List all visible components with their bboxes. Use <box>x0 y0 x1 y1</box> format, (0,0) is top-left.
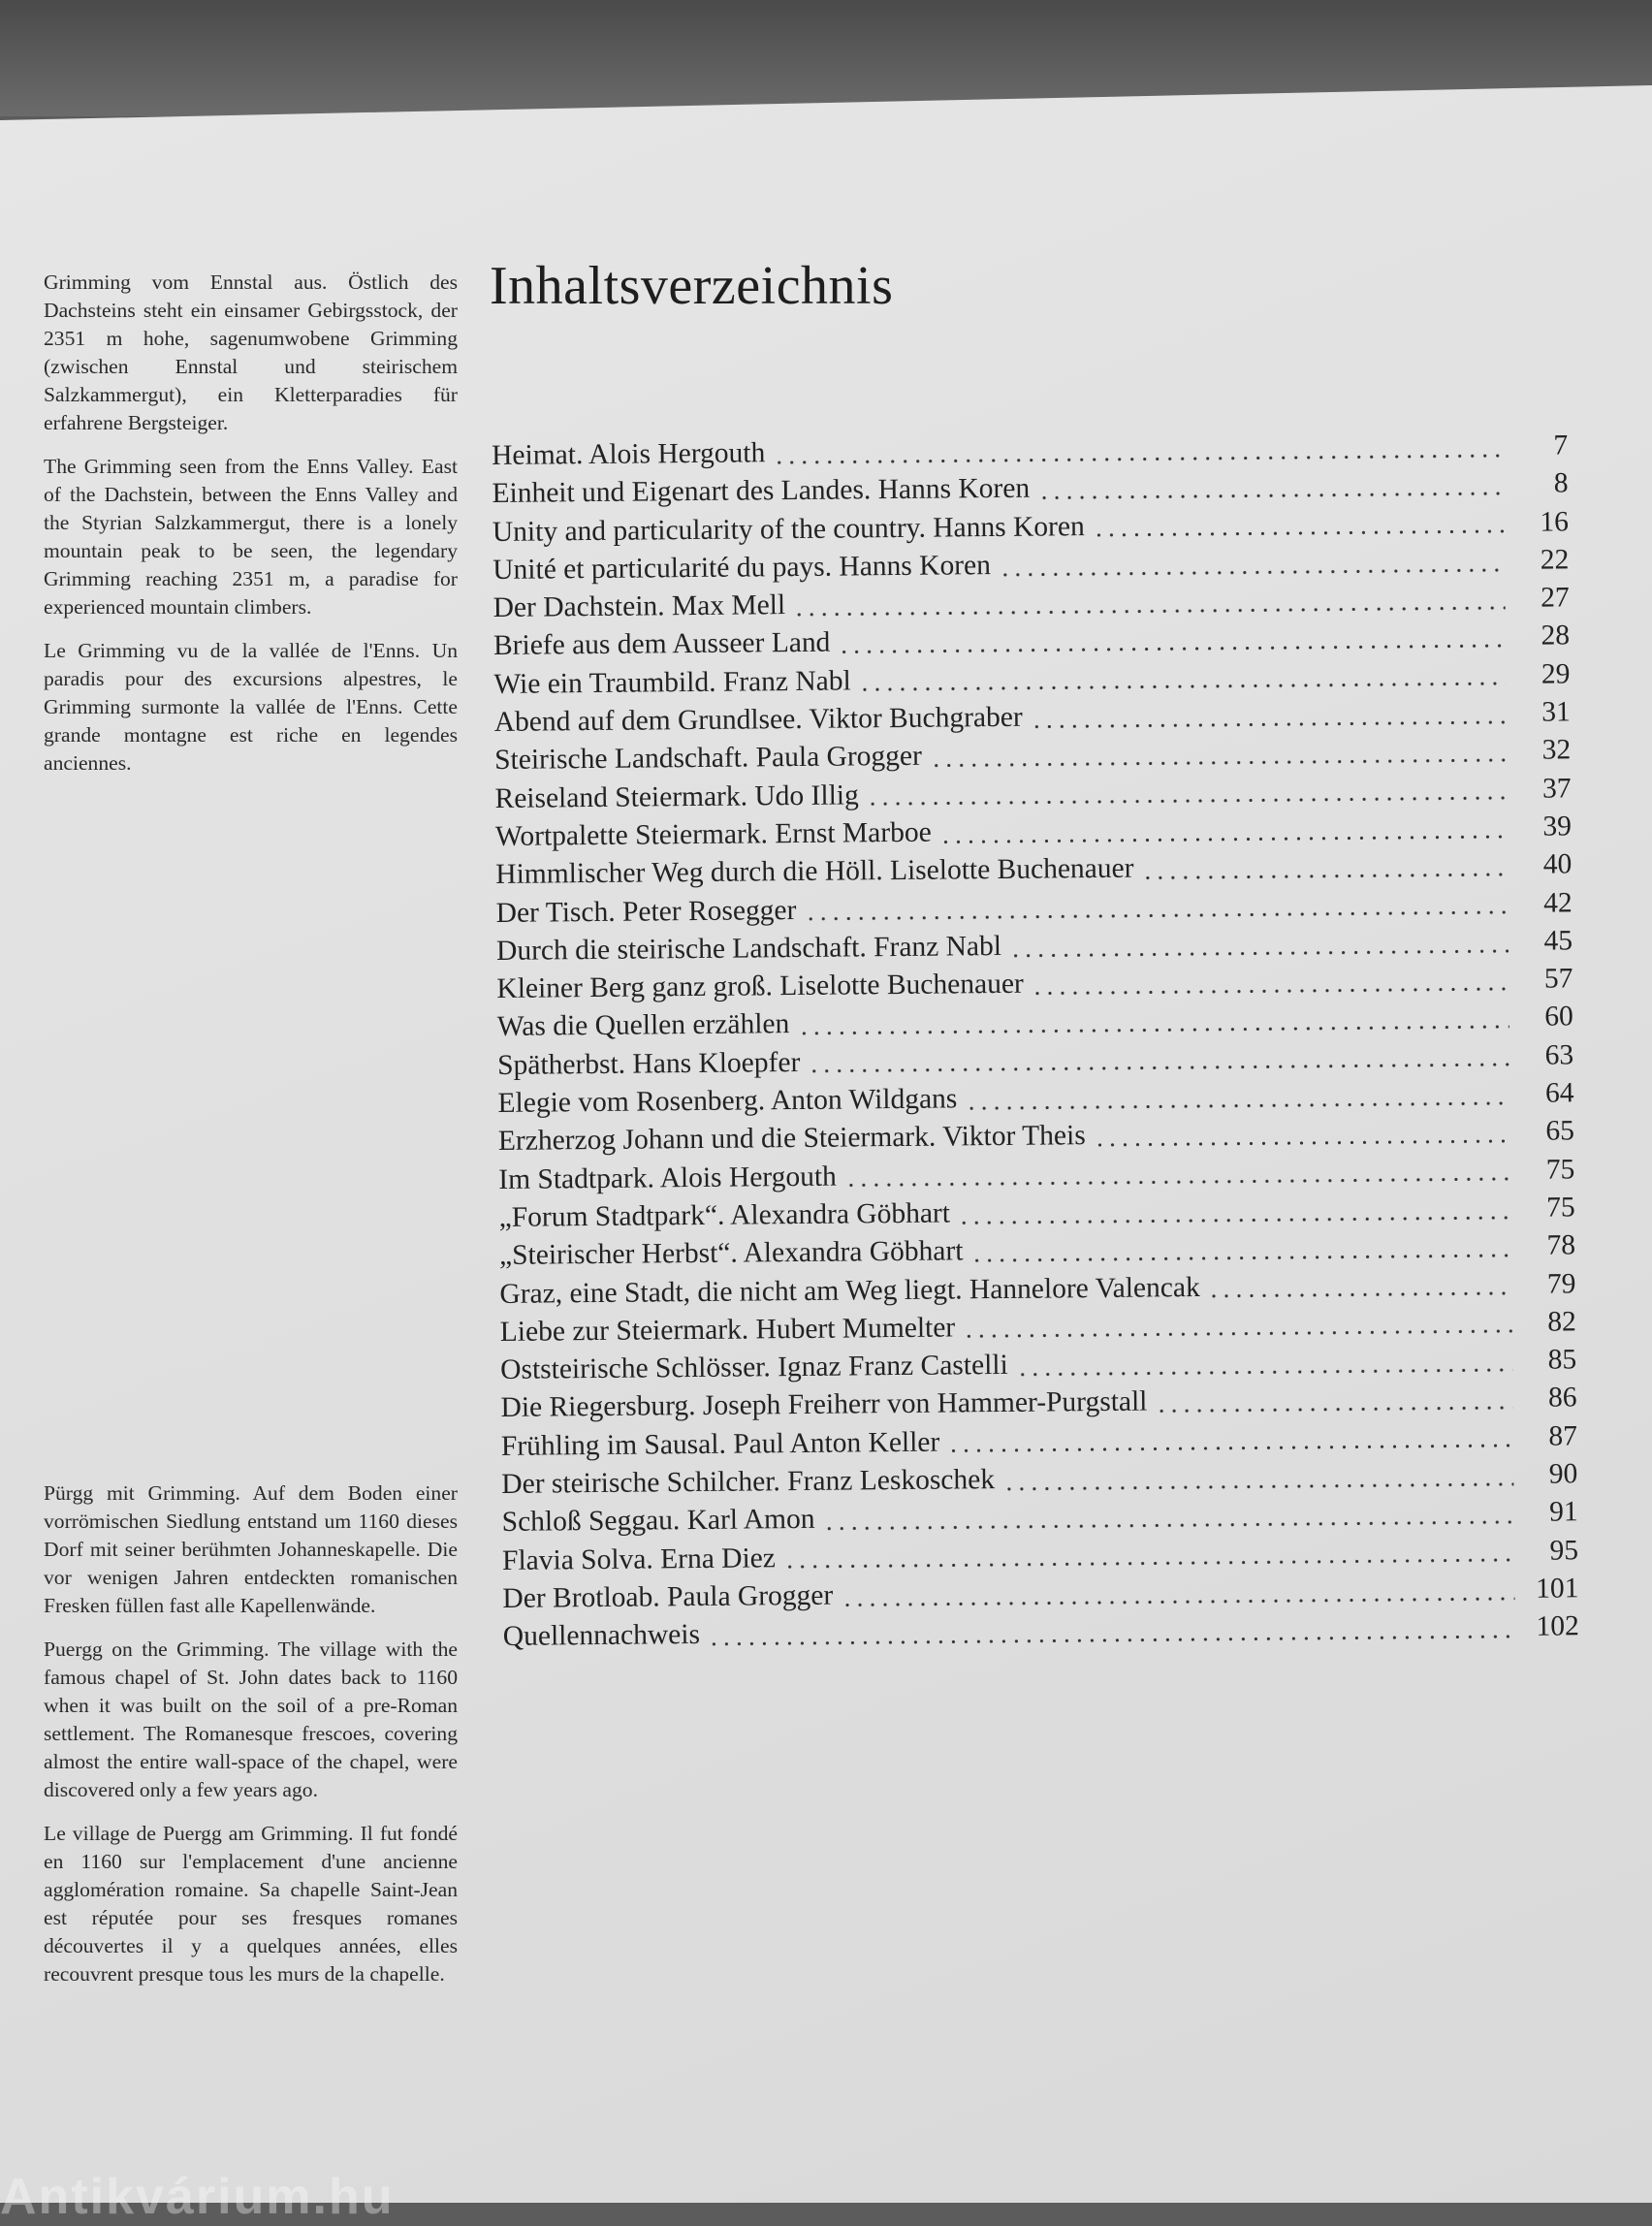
dot-leader <box>1002 1480 1513 1493</box>
toc-entry-page: 102 <box>1536 1610 1579 1642</box>
toc-entry-page: 8 <box>1553 467 1569 499</box>
toc-entry-title: Unity and particularity of the country. Hanns Koren <box>492 510 1085 548</box>
toc-entry-page: 79 <box>1546 1267 1576 1300</box>
toc-entry-title: Der Dachstein. Max Mell <box>492 589 786 624</box>
caption-paragraph-de: Pürgg mit Grimming. Auf dem Boden einer vorrömischen Siedlung entstand um 1160 dieses Dorf mit seiner berühmten Johanneskapelle. Die vor wenigen Jahren entdeckten romanischen Fresken füllen fast alle Kapellenwände. <box>44 1481 458 1617</box>
toc-entry-title: Quellennachweis <box>502 1619 701 1653</box>
toc-entry-page: 75 <box>1545 1192 1575 1224</box>
dot-leader <box>823 1518 1514 1533</box>
dot-leader <box>1031 718 1507 731</box>
toc-entry-page: 37 <box>1541 773 1572 805</box>
toc-entry-title: Wortpalette Steiermark. Ernst Marboe <box>494 816 932 852</box>
toc-entry-title: „Steirischer Herbst“. Alexandra Göbhart <box>498 1235 964 1272</box>
dot-leader <box>793 604 1506 619</box>
toc-entry-page: 60 <box>1544 1001 1573 1034</box>
toc-entry-page: 78 <box>1546 1229 1576 1261</box>
toc-entry-page: 82 <box>1547 1306 1576 1338</box>
toc-entry-page: 86 <box>1547 1382 1577 1415</box>
toc-entry-title: „Forum Stadtpark“. Alexandra Göbhart <box>498 1197 951 1233</box>
toc-entry-page: 28 <box>1541 620 1571 652</box>
toc-entry-title: Der Tisch. Peter Rosegger <box>495 894 797 929</box>
dot-leader <box>1155 1404 1512 1415</box>
dot-leader <box>783 1556 1514 1571</box>
toc-entry-page: 22 <box>1540 544 1570 576</box>
toc-entry-page: 40 <box>1542 848 1573 880</box>
toc-entry-page: 45 <box>1543 925 1573 957</box>
toc-entry-page: 7 <box>1553 429 1569 461</box>
toc-entry-page: 57 <box>1543 963 1573 995</box>
toc-entry-title: Himmlischer Weg durch die Höll. Liselotte Buchenauer <box>495 852 1134 891</box>
toc-entry-page: 29 <box>1541 658 1571 690</box>
dot-leader <box>1093 527 1505 539</box>
dot-leader <box>1142 871 1509 882</box>
toc-entry-title: Unité et particularité du pays. Hanns Koren <box>492 549 992 586</box>
caption-paragraph-fr: Le Grimming vu de la vallée de l'Enns. Un paradis pour des excursions alpestres, le Grimming surmonte la vallée de l'Enns. Cette grande montagne est riche en legendes anciennes. <box>44 639 458 775</box>
toc-entry-title: Einheit und Eigenart des Landes. Hanns Koren <box>492 472 1031 510</box>
toc-entry-page: 65 <box>1545 1115 1575 1147</box>
toc-entry-page: 42 <box>1542 886 1573 919</box>
toc-entry-page: 101 <box>1536 1573 1579 1605</box>
toc-entry-page: 90 <box>1548 1458 1578 1490</box>
caption-paragraph-fr: Le village de Puergg am Grimming. Il fut fondé en 1160 sur l'emplacement d'une ancienne agglomération romaine. Sa chapelle Saint-Jean est réputée pour ses fresques romanes découvertes il y a quelques années, elles recouvrent presque tous les murs de la chapelle. <box>44 1822 458 1986</box>
toc-entry-page: 85 <box>1547 1344 1577 1376</box>
toc-entry-title: Abend auf dem Grundlsee. Viktor Buchgraber <box>493 701 1023 739</box>
toc-entry-title: Wie ein Traumbild. Franz Nabl <box>493 665 851 700</box>
dot-leader <box>773 452 1504 466</box>
watermark: Antikvárium.hu <box>0 2169 395 2225</box>
toc-entry-page: 64 <box>1544 1077 1574 1109</box>
dot-leader <box>859 680 1507 693</box>
dot-leader <box>958 1214 1511 1226</box>
dot-leader <box>965 1099 1509 1112</box>
dot-leader <box>1009 946 1509 959</box>
toc-entry-title: Oststeirische Schlösser. Ignaz Franz Castelli <box>500 1350 1008 1386</box>
dot-leader <box>808 1061 1509 1075</box>
toc-entry-title: Die Riegersburg. Joseph Freiherr von Hammer-Purgstall <box>500 1385 1148 1424</box>
dot-leader <box>930 756 1507 770</box>
dot-leader <box>844 1175 1511 1190</box>
toc-entry-title: Briefe aus dem Ausseer Land <box>492 627 831 662</box>
caption-paragraph-de: Grimming vom Ennstal aus. Östlich des Dachsteins steht ein einsamer Gebirgsstock, der 2351 m hohe, sagenumwobene Grimming (zwischen Ennstal und steirischem Salzkammergut), ein Kletterparadies für erfahrene Bergsteiger. <box>44 270 458 434</box>
dot-leader <box>1037 490 1504 502</box>
caption-paragraph-en: The Grimming seen from the Enns Valley. East of the Dachstein, between the Enns Valley and the Styrian Salzkammergut, there is a lonely mountain peak to be seen, the legendary Grimming reaching 2351 m, a paradise for experienced mountain climbers. <box>44 455 458 619</box>
toc-entry-page: 31 <box>1541 696 1571 728</box>
dot-leader <box>867 794 1508 808</box>
caption-bottom <box>44 1479 458 2004</box>
dot-leader <box>841 1594 1514 1608</box>
toc-entry-title: Durch die steirische Landschaft. Franz Nabl <box>495 930 1002 967</box>
dot-leader <box>804 908 1508 923</box>
toc-entry-title: Erzherzog Johann und die Steiermark. Viktor Theis <box>497 1120 1086 1158</box>
caption-top <box>44 269 458 793</box>
toc-entry-title: Spätherbst. Hans Kloepfer <box>497 1046 801 1081</box>
toc-entry-title: Heimat. Alois Hergouth <box>492 437 766 471</box>
toc-entry-title: Kleiner Berg ganz groß. Liselotte Buchenauer <box>496 968 1024 1005</box>
toc-entry-title: Was die Quellen erzählen <box>496 1008 790 1043</box>
toc-entry-title: Flavia Solva. Erna Diez <box>501 1542 777 1576</box>
dot-leader <box>797 1023 1509 1037</box>
toc-entry-title: Graz, eine Stadt, die nicht am Weg liegt. Hannelore Valencak <box>499 1271 1200 1310</box>
dot-leader <box>1208 1289 1512 1300</box>
dot-leader <box>970 1252 1511 1264</box>
dot-leader <box>947 1442 1513 1455</box>
toc-entry-page: 39 <box>1542 811 1573 843</box>
dot-leader <box>1032 985 1509 998</box>
toc-entry-title: Reiseland Steiermark. Udo Illig <box>494 779 859 814</box>
toc-entry-title: Liebe zur Steiermark. Hubert Mumelter <box>499 1312 956 1348</box>
toc-entry-page: 32 <box>1541 734 1572 766</box>
toc-entry-title: Der Brotloab. Paula Grogger <box>502 1579 834 1614</box>
dot-leader <box>708 1633 1515 1648</box>
dot-leader <box>963 1327 1512 1340</box>
caption-paragraph-en: Puergg on the Grimming. The village with the famous chapel of St. John dates back to 1160 when it was built on the soil of a pre-Roman settlement. The Romanesque frescoes, covering almost the entire wall-space of the chapel, were discovered only a few years ago. <box>44 1638 458 1801</box>
dot-leader <box>1094 1137 1510 1149</box>
toc-entry-page: 63 <box>1544 1039 1574 1071</box>
dot-leader <box>1016 1366 1513 1379</box>
toc-entry-title: Der steirische Schilcher. Franz Leskoschek <box>501 1464 996 1500</box>
toc-entry-page: 87 <box>1548 1420 1578 1452</box>
toc-entry-page: 91 <box>1549 1496 1578 1528</box>
toc-title: Inhaltsverzeichnis <box>490 256 894 316</box>
toc-list <box>492 429 1579 1659</box>
toc-entry-title: Im Stadtpark. Alois Hergouth <box>498 1161 837 1195</box>
dot-leader <box>838 642 1506 656</box>
toc-entry-title: Elegie vom Rosenberg. Anton Wildgans <box>497 1083 958 1120</box>
toc-entry-title: Steirische Landschaft. Paula Grogger <box>494 741 923 777</box>
toc-entry-page: 95 <box>1549 1534 1579 1567</box>
toc-entry-page: 75 <box>1545 1153 1575 1186</box>
toc-entry-title: Frühling im Sausal. Paul Anton Keller <box>500 1426 940 1462</box>
toc-entry-title: Schloß Seggau. Karl Amon <box>501 1504 815 1539</box>
toc-entry-page: 27 <box>1540 582 1570 614</box>
toc-entry-page: 16 <box>1540 505 1570 538</box>
dot-leader <box>999 566 1505 579</box>
dot-leader <box>939 833 1508 846</box>
